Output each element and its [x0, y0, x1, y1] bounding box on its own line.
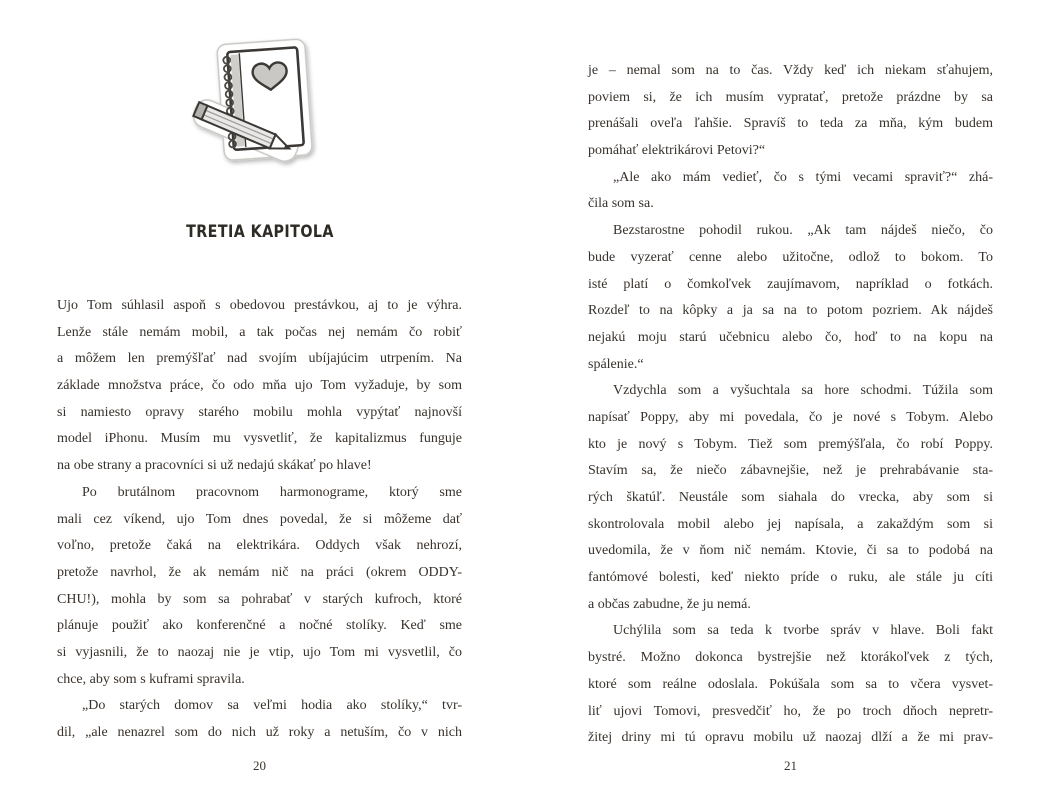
text-line: fantómové bolesti, keď niekto príde o ruku, ale stále ju cíti: [588, 570, 993, 586]
text-line: skontrolovala mobil alebo jej napísala, a zakaždým som si: [588, 516, 993, 532]
chapter-heading: TRETIA KAPITOLA: [185, 222, 334, 242]
text-line: model iPhonu. Musím mu vysvetliť, že kapitalizmus funguje: [57, 431, 462, 447]
text-line: žitej driny mi tú opravu mobilu už naozaj dlží a že mi prav-: [588, 730, 993, 746]
text-line: nejakú moju starú učebnicu alebo čo, hoď to na kopu na: [588, 329, 993, 345]
page-number-left: 20: [253, 758, 266, 773]
text-line: si namiesto opravy starého mobilu mohla vypýtať najnovší: [57, 404, 462, 420]
text-line: uvedomila, že v ňom nič nemám. Ktovie, či sa to podobá na: [588, 543, 993, 559]
text-line: voľno, pretože čaká na elektrikára. Oddych však nehrozí,: [57, 538, 462, 554]
text-line: rých škatúľ. Neustále som siahala do vrecka, aby som si: [588, 490, 993, 505]
text-line: liť ujovi Tomovi, presvedčiť ho, že po troch dňoch nepretr-: [588, 703, 993, 719]
text-line: bude vyzerať cenne alebo užitočne, odlož to bokom. To: [588, 249, 993, 265]
text-line: „Ale ako mám vedieť, čo s tými vecami spraviť?“ zhá-: [613, 169, 993, 185]
text-line: čila som sa.: [588, 196, 654, 212]
text-line: Lenže stále nemám mobil, a tak počas nej nemám čo robiť: [57, 324, 462, 340]
text-line: „Do starých domov sa veľmi hodia ako stolíky,“ tvr-: [82, 698, 462, 714]
text-line: CHU!), mohla by som sa pohrabať v starých kufroch, ktoré: [57, 591, 462, 607]
page-left-body-text: [57, 293, 462, 747]
text-line: dil, „ale nenazrel som do nich už roky a netuším, čo v nich: [57, 725, 462, 740]
text-line: pomáhať elektrikárovi Petovi?“: [588, 143, 766, 159]
text-line: Po brutálnom pracovnom harmonograme, ktorý sme: [82, 484, 462, 500]
notebook-heart-pencil-illustration: [185, 36, 335, 191]
page-right-body-text: [588, 58, 993, 752]
text-line: mali cez víkend, ujo Tom dnes povedal, že si môžeme dať: [57, 511, 462, 527]
text-line: Uchýlila som sa teda k tvorbe správ v hlave. Boli fakt: [613, 623, 993, 639]
text-line: kto je nový s Tobym. Tiež som premýšľala, čo robí Poppy.: [588, 436, 993, 452]
text-line: Ujo Tom súhlasil aspoň s obedovou prestávkou, aj to je výhra.: [57, 298, 462, 313]
text-line: a občas zabudne, že ju nemá.: [588, 596, 751, 612]
text-line: Stavím sa, že niečo zábavnejšie, než je prehrabávanie sta-: [588, 463, 993, 479]
text-line: ktoré som reálne odoslala. Pokúšala som sa to včera vysvet-: [588, 676, 993, 692]
text-line: základe množstva práce, čo odo mňa ujo Tom vyžaduje, by som: [57, 378, 462, 394]
text-line: Bezstarostne pohodil rukou. „Ak tam nájdeš niečo, čo: [613, 223, 993, 239]
text-line: plánuje použiť ako konferenčné a nočné stolíky. Keď sme: [57, 618, 462, 634]
text-line: Rozdeľ to na kôpky a ja sa na to potom pozriem. Ak nájdeš: [588, 303, 993, 319]
text-line: spálenie.“: [588, 356, 644, 372]
page-right: [588, 0, 993, 800]
notebook-sticker-icon: [185, 36, 335, 186]
page-number-right: 21: [784, 758, 797, 773]
text-line: chce, aby som s kuframi spravila.: [57, 671, 245, 687]
text-line: prenášali oveľa ľahšie. Spravíš to teda za mňa, kým budem: [588, 116, 993, 132]
text-line: poviem si, že ich musím vypratať, pretože prázdne by sa: [588, 89, 993, 105]
text-line: na obe strany a pracovníci si už nedajú skákať po hlave!: [57, 458, 372, 474]
text-line: bystré. Možno dokonca bystrejšie než ktorákoľvek z tých,: [588, 650, 993, 666]
text-line: isté platí o čomkoľvek zaujímavom, napríklad o fotkách.: [588, 276, 993, 292]
text-line: napísať Poppy, aby mi povedala, čo je nové s Tobym. Alebo: [588, 409, 993, 425]
text-line: je – nemal som na to čas. Vždy keď ich niekam sťahujem,: [588, 63, 993, 78]
page-left: [57, 0, 462, 800]
text-line: si vyjasnili, že to naozaj nie je vtip, ujo Tom mi vysvetlil, čo: [57, 644, 462, 660]
text-line: pretože navrhol, že ak nemám nič na práci (okrem ODDY-: [57, 564, 462, 580]
text-line: Vzdychla som a vyšuchtala sa hore schodmi. Túžila som: [613, 383, 993, 399]
text-line: a môžem len premýšľať nad svojím ubíjajúcim utrpením. Na: [57, 351, 462, 367]
